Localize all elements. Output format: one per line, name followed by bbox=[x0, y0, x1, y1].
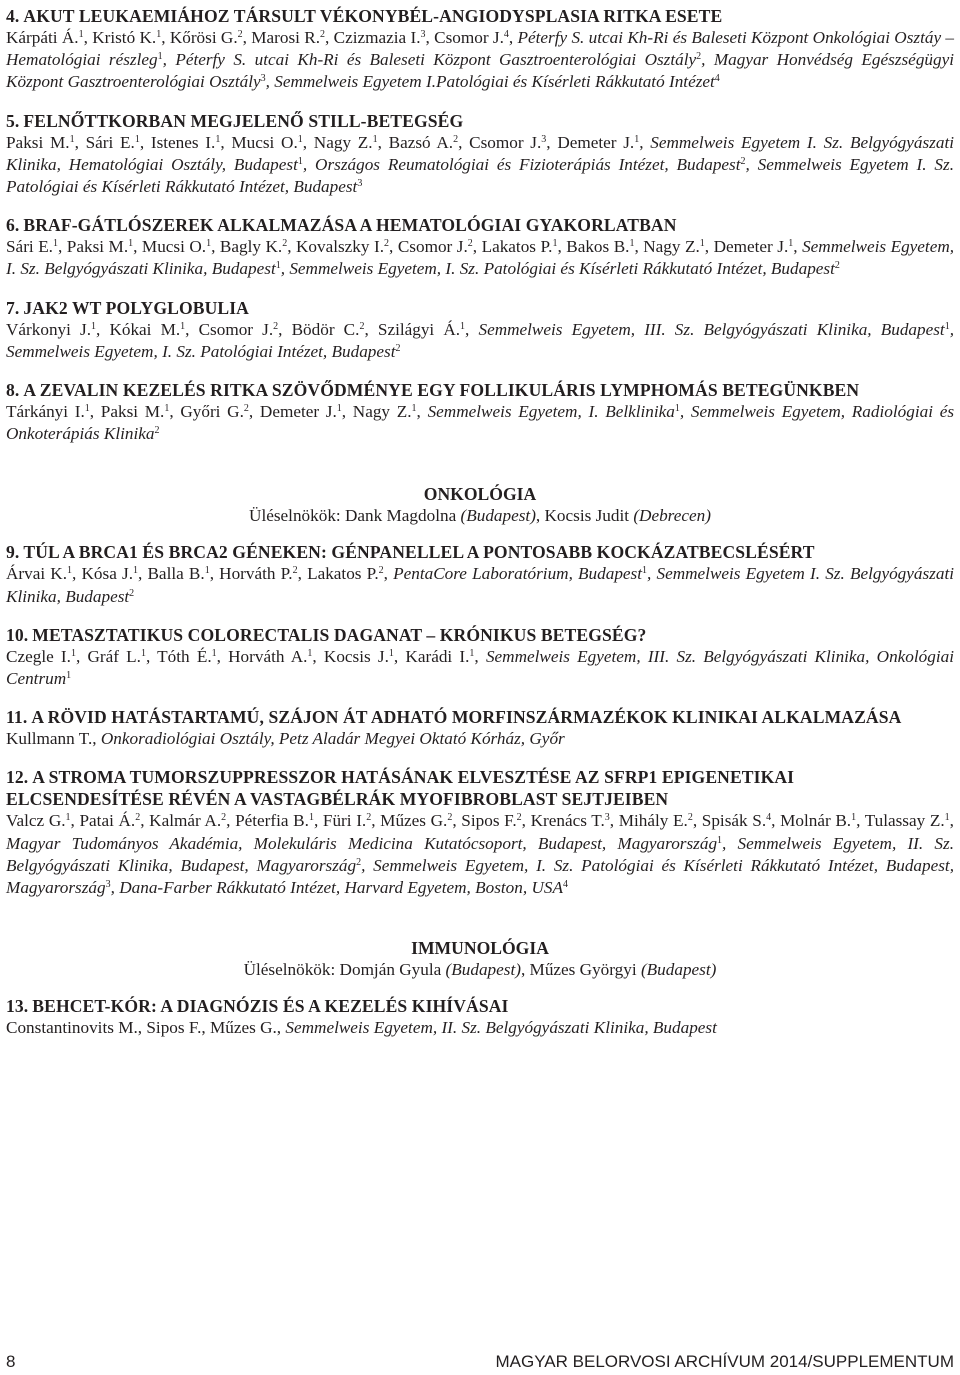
affiliation-text: , Semmelweis Egyetem I.Patológiai és Kísérleti Rákkutató Intézet bbox=[265, 72, 715, 92]
author-text: , Kristó K. bbox=[83, 28, 157, 47]
affiliation-marker: 1 bbox=[944, 812, 950, 824]
affiliation-marker: 1 bbox=[629, 238, 635, 250]
abstract-title-text: METASZTATIKUS COLORECTALIS DAGANAT – KRÓNIKUS BETEGSÉG? bbox=[32, 624, 647, 645]
author-text: , bbox=[508, 28, 518, 47]
affiliation-marker: 3 bbox=[260, 73, 266, 85]
abstract-item bbox=[6, 541, 954, 607]
abstract-title-text: A ZEVALIN KEZELÉS RITKA SZÖVŐDMÉNYE EGY FOLLIKULÁRIS LYMPHOMÁS BETEGÜNKBEN bbox=[23, 380, 860, 401]
affiliation-text: , Magyar Honvédség Egészségügyi Központ Gasztroenterológiai Osztály bbox=[6, 50, 954, 92]
abstract-title-text: BRAF-GÁTLÓSZEREK ALKALMAZÁSA A HEMATOLÓGIAI GYAKORLATBAN bbox=[23, 215, 677, 236]
affiliation-marker: 1 bbox=[297, 133, 303, 145]
author-text: Tárkányi I. bbox=[6, 402, 85, 422]
affiliation-marker: 1 bbox=[297, 155, 303, 167]
affiliation-text: Onkoradiológiai Osztály, Petz Aladár Megyei Oktató Kórház, Győr bbox=[100, 729, 565, 749]
affiliation-marker: 2 bbox=[834, 260, 840, 272]
chair-city: (Budapest) bbox=[640, 960, 717, 980]
author-text: , Demeter J. bbox=[704, 237, 789, 257]
author-text: , Horváth A. bbox=[216, 646, 308, 666]
abstract-title-text: JAK2 WT POLYGLOBULIA bbox=[23, 297, 249, 318]
affiliation-marker: 1 bbox=[552, 238, 558, 250]
abstract-authors bbox=[6, 810, 954, 899]
affiliation-marker: 2 bbox=[453, 133, 459, 145]
chair-city: (Budapest) bbox=[460, 506, 536, 526]
affiliation-marker: 1 bbox=[157, 51, 163, 63]
abstract-number: 10. bbox=[6, 624, 29, 645]
author-text: , Sipos F. bbox=[452, 811, 517, 831]
chair-name: , Kocsis Judit bbox=[535, 506, 634, 526]
affiliation-text: Semmelweis Egyetem, I. Belklinika bbox=[427, 402, 675, 422]
author-text: Kárpáti Á. bbox=[6, 28, 79, 47]
page-number: 8 bbox=[6, 1352, 16, 1371]
author-text: Paksi M. bbox=[6, 132, 70, 152]
affiliation-marker: 1 bbox=[788, 238, 794, 250]
affiliation-marker: 1 bbox=[215, 133, 221, 145]
author-text: , bbox=[383, 564, 394, 584]
section-header bbox=[6, 483, 954, 527]
author-text: Sári E. bbox=[6, 237, 53, 257]
affiliation-marker: 1 bbox=[275, 260, 281, 272]
affiliation-marker: 2 bbox=[366, 812, 372, 824]
abstract-title bbox=[6, 214, 954, 236]
abstract-title bbox=[6, 379, 954, 401]
author-text: Constantinovits M., Sipos F., Műzes G., bbox=[6, 1018, 286, 1038]
author-text: , Kalmár A. bbox=[140, 811, 222, 831]
affiliation-marker: 1 bbox=[717, 834, 723, 846]
section-header bbox=[6, 937, 954, 981]
affiliation-text: PentaCore Laboratórium, Budapest bbox=[393, 564, 643, 584]
abstract-title bbox=[6, 706, 954, 728]
affiliation-marker: 1 bbox=[66, 670, 72, 682]
abstract-authors bbox=[6, 236, 954, 280]
affiliation-text: Péterfy S. utcai Kh-Ri és Baleseti Központ Onkológiai Osztáy – Hematológiai részleg bbox=[6, 28, 955, 70]
author-text: , Bagly K. bbox=[211, 237, 283, 257]
affiliation-marker: 1 bbox=[944, 320, 950, 332]
affiliation-marker: 1 bbox=[52, 238, 58, 250]
affiliation-marker: 1 bbox=[70, 647, 76, 659]
author-text: , Istenes I. bbox=[139, 132, 216, 152]
author-text: , Csomor J. bbox=[389, 237, 468, 257]
abstract-title-text: TÚL A BRCA1 ÉS BRCA2 GÉNEKEN: GÉNPANELLEL A PONTOSABB KOCKÁZATBECSLÉSÉRT bbox=[23, 542, 815, 563]
affiliation-marker: 2 bbox=[154, 425, 160, 437]
affiliation-marker: 2 bbox=[696, 51, 702, 63]
affiliation-marker: 2 bbox=[221, 812, 227, 824]
affiliation-marker: 1 bbox=[336, 403, 342, 415]
affiliation-text: Semmelweis Egyetem, I. Sz. Belgyógyászati Klinika, Budapest bbox=[6, 237, 955, 279]
abstract-number: 8. bbox=[6, 380, 20, 401]
abstract-authors bbox=[6, 1017, 954, 1039]
author-text: Árvai K. bbox=[6, 564, 68, 584]
abstract-authors bbox=[6, 319, 954, 363]
affiliation-marker: 2 bbox=[687, 812, 693, 824]
affiliation-marker: 1 bbox=[411, 403, 417, 415]
author-text: , bbox=[949, 811, 954, 831]
affiliation-text: , Semmelweis Egyetem, I. Sz. Patológiai és Kísérleti Rákkutató Intézet, Budapest bbox=[280, 259, 835, 279]
author-text: , Szilágyi Á. bbox=[364, 319, 461, 339]
affiliation-marker: 1 bbox=[674, 403, 680, 415]
author-text: , Győri G. bbox=[169, 402, 244, 422]
affiliation-text: , Semmelweis Egyetem I. Sz. Patológiai és Kísérleti Rákkutató Intézet, Budapest bbox=[6, 154, 954, 197]
abstract-title bbox=[6, 110, 954, 132]
author-text: , Krenács T. bbox=[521, 811, 605, 831]
author-text: , Lakatos P. bbox=[297, 564, 379, 584]
affiliation-marker: 1 bbox=[460, 320, 466, 332]
affiliation-marker: 1 bbox=[133, 565, 138, 577]
affiliation-marker: 2 bbox=[273, 320, 279, 332]
affiliation-marker: 3 bbox=[541, 133, 547, 145]
affiliation-text: , Péterfy S. utcai Kh-Ri és Baleseti Központ Gasztroenterológiai Osztály bbox=[162, 50, 697, 70]
journal-title: MAGYAR BELORVOSI ARCHÍVUM 2014/SUPPLEMENTUM bbox=[495, 1352, 954, 1371]
affiliation-marker: 1 bbox=[69, 133, 75, 145]
abstract-authors bbox=[6, 728, 954, 750]
affiliation-text: Semmelweis Egyetem, III. Sz. Belgyógyászati Klinika, Budapest bbox=[478, 319, 945, 339]
chair-name: Üléselnökök: Dank Magdolna bbox=[249, 506, 461, 526]
affiliation-text: Semmelweis Egyetem, II. Sz. Belgyógyászati Klinika, Budapest bbox=[285, 1018, 717, 1038]
abstract-item bbox=[6, 5, 954, 94]
section-title: IMMUNOLÓGIA bbox=[411, 938, 549, 959]
author-text: , Karádi I. bbox=[393, 646, 470, 666]
author-text: Várkonyi J. bbox=[6, 319, 92, 339]
affiliation-marker: 4 bbox=[714, 73, 720, 85]
author-text: , Mihály E. bbox=[609, 811, 688, 831]
abstract-page bbox=[6, 5, 954, 1055]
affiliation-marker: 1 bbox=[204, 565, 210, 577]
affiliation-marker: 1 bbox=[469, 647, 475, 659]
affiliation-text: , Semmelweis Egyetem, I. Sz. Patológiai Intézet, Budapest bbox=[6, 319, 954, 361]
affiliation-text: , Semmelweis Egyetem, I. Sz. Patológiai és Kísérleti Rákkutató Intézet, Budapest, Magyarország bbox=[6, 855, 954, 898]
affiliation-marker: 3 bbox=[604, 812, 610, 824]
affiliation-text: , Semmelweis Egyetem I. Sz. Belgyógyászati Klinika, Budapest bbox=[6, 564, 955, 606]
author-text: Valcz G. bbox=[6, 811, 66, 831]
affiliation-marker: 1 bbox=[140, 647, 146, 659]
affiliation-marker: 1 bbox=[372, 133, 378, 145]
abstract-number: 4. bbox=[6, 6, 20, 26]
author-text: , Marosi R. bbox=[242, 28, 321, 47]
affiliation-marker: 2 bbox=[467, 238, 473, 250]
abstract-number: 11. bbox=[6, 707, 28, 728]
section-chairs bbox=[6, 959, 954, 981]
affiliation-marker: 1 bbox=[128, 238, 134, 250]
affiliation-marker: 1 bbox=[78, 29, 84, 40]
author-text: , Kókai M. bbox=[96, 319, 181, 339]
author-text: , Horváth P. bbox=[209, 564, 293, 584]
author-text: , bbox=[639, 132, 651, 152]
abstract-title-text: A STROMA TUMORSZUPPRESSZOR HATÁSÁNAK ELVESZTÉSE AZ SFRP1 EPIGENETIKAI ELCSENDESÍTÉSE RÉVÉN A VASTAGBÉLRÁK MYOFIBROBLAST SEJTJEIBEN bbox=[6, 767, 795, 810]
affiliation-marker: 1 bbox=[307, 647, 313, 659]
chair-name: , Műzes Györgyi bbox=[520, 960, 641, 980]
abstract-authors bbox=[6, 27, 954, 94]
author-text: , Paksi M. bbox=[57, 237, 129, 257]
author-text: , Kósa J. bbox=[72, 564, 133, 584]
author-text: , Tulassay Z. bbox=[856, 811, 945, 831]
author-text: , Balla B. bbox=[138, 564, 205, 584]
affiliation-marker: 4 bbox=[766, 812, 772, 824]
abstract-item bbox=[6, 624, 954, 690]
author-text: , Mucsi O. bbox=[220, 132, 298, 152]
abstract-title bbox=[6, 766, 954, 810]
abstract-item bbox=[6, 297, 954, 363]
abstract-title bbox=[6, 5, 954, 27]
affiliation-marker: 3 bbox=[105, 879, 111, 891]
affiliation-text: Magyar Tudományos Akadémia, Molekuláris Medicina Kutatócsoport, Budapest, Magyarország bbox=[6, 833, 718, 853]
affiliation-marker: 3 bbox=[420, 29, 426, 40]
affiliation-marker: 4 bbox=[562, 879, 568, 891]
affiliation-text: , Semmelweis Egyetem, Radiológiai és Onkoterápiás Klinika bbox=[6, 402, 955, 444]
affiliation-marker: 1 bbox=[156, 29, 162, 40]
affiliation-marker: 2 bbox=[395, 342, 401, 354]
author-text: , Csomor J. bbox=[458, 132, 542, 152]
affiliation-marker: 2 bbox=[378, 565, 384, 577]
author-text: , Kovalszky I. bbox=[287, 237, 385, 257]
author-text: , bbox=[474, 646, 486, 666]
affiliation-marker: 2 bbox=[243, 403, 249, 415]
chair-city: (Debrecen) bbox=[633, 506, 711, 526]
author-text: Kullmann T., bbox=[6, 729, 101, 749]
affiliation-marker: 1 bbox=[134, 133, 140, 145]
abstract-title bbox=[6, 541, 954, 563]
affiliation-marker: 2 bbox=[359, 320, 365, 332]
author-text: , Molnár B. bbox=[771, 811, 852, 831]
author-text: , Nagy Z. bbox=[634, 237, 700, 257]
affiliation-marker: 1 bbox=[388, 647, 394, 659]
abstract-item bbox=[6, 995, 954, 1039]
abstract-title bbox=[6, 624, 954, 646]
abstract-item bbox=[6, 706, 954, 750]
abstract-number: 5. bbox=[6, 110, 20, 131]
abstract-authors bbox=[6, 132, 954, 199]
chair-city: (Budapest) bbox=[445, 960, 521, 980]
affiliation-marker: 1 bbox=[91, 320, 97, 332]
author-text: , Tóth É. bbox=[145, 646, 212, 666]
abstract-title-text: A RÖVID HATÁSTARTAMÚ, SZÁJON ÁT ADHATÓ MORFINSZÁRMAZÉKOK KLINIKAI ALKALMAZÁSA bbox=[31, 707, 902, 728]
author-text: , Mucsi O. bbox=[133, 237, 207, 257]
affiliation-marker: 1 bbox=[851, 812, 857, 824]
author-text: , Demeter J. bbox=[546, 132, 635, 152]
author-text: , Bakos B. bbox=[557, 237, 630, 257]
affiliation-marker: 1 bbox=[308, 812, 314, 824]
abstract-number: 9. bbox=[6, 542, 20, 563]
affiliation-marker: 1 bbox=[699, 238, 705, 250]
author-text: , Nagy Z. bbox=[302, 132, 373, 152]
affiliation-marker: 2 bbox=[740, 155, 746, 167]
author-text: , Kocsis J. bbox=[312, 646, 389, 666]
abstract-number: 13. bbox=[6, 996, 29, 1017]
abstract-authors bbox=[6, 401, 954, 445]
abstract-item bbox=[6, 214, 954, 280]
affiliation-text: , Dana-Farber Rákkutató Intézet, Harvard Egyetem, Boston, USA bbox=[110, 878, 563, 898]
chair-name: Üléselnökök: Domján Gyula bbox=[243, 960, 446, 980]
author-text: , Demeter J. bbox=[248, 402, 337, 422]
affiliation-marker: 2 bbox=[447, 812, 453, 824]
author-text: , Kőrösi G. bbox=[161, 28, 238, 47]
abstract-authors bbox=[6, 563, 954, 607]
abstract-authors bbox=[6, 646, 954, 690]
abstract-item bbox=[6, 379, 954, 445]
abstract-number: 6. bbox=[6, 215, 20, 236]
affiliation-text: , Semmelweis Egyetem, II. Sz. Belgyógyászati Klinika, Budapest, Magyarország bbox=[6, 833, 954, 875]
author-text: , bbox=[793, 237, 803, 257]
author-text: Czegle I. bbox=[6, 646, 71, 666]
author-text: , Sári E. bbox=[74, 132, 135, 152]
abstract-title-text: FELNŐTTKORBAN MEGJELENŐ STILL-BETEGSÉG bbox=[23, 110, 464, 131]
author-text: , Péterfia B. bbox=[226, 811, 309, 831]
affiliation-marker: 1 bbox=[634, 133, 640, 145]
affiliation-marker: 2 bbox=[129, 587, 135, 599]
abstract-title-text: AKUT LEUKAEMIÁHOZ TÁRSULT VÉKONYBÉL-ANGIODYSPLASIA RITKA ESETE bbox=[23, 6, 723, 26]
author-text: , Bazsó A. bbox=[377, 132, 454, 152]
affiliation-marker: 1 bbox=[84, 403, 90, 415]
author-text: , Füri I. bbox=[313, 811, 367, 831]
affiliation-marker: 4 bbox=[503, 29, 509, 40]
affiliation-marker: 1 bbox=[164, 403, 170, 415]
affiliation-text: Semmelweis Egyetem I. Sz. Belgyógyászati Klinika, Hematológiai Osztály, Budapest bbox=[6, 132, 955, 174]
author-text: , Paksi M. bbox=[89, 402, 165, 422]
abstract-title-text: BEHCET-KÓR: A DIAGNÓZIS ÉS A KEZELÉS KIHÍVÁSAI bbox=[32, 996, 509, 1017]
author-text: , Lakatos P. bbox=[472, 237, 553, 257]
abstract-title bbox=[6, 995, 954, 1017]
affiliation-text: , Országos Reumatológiai és Fizioterápiás Intézet, Budapest bbox=[302, 154, 741, 174]
affiliation-marker: 1 bbox=[206, 238, 212, 250]
abstract-number: 7. bbox=[6, 297, 20, 318]
author-text: , Patai Á. bbox=[70, 811, 136, 831]
author-text: , Csomor J. bbox=[425, 28, 504, 47]
affiliation-marker: 2 bbox=[516, 812, 522, 824]
author-text: , Bödör C. bbox=[278, 319, 360, 339]
affiliation-marker: 2 bbox=[320, 29, 326, 40]
abstract-number: 12. bbox=[6, 767, 29, 788]
author-text: , Czizmazia I. bbox=[325, 28, 421, 47]
affiliation-marker: 2 bbox=[237, 29, 243, 40]
affiliation-marker: 2 bbox=[384, 238, 390, 250]
section-chairs bbox=[6, 505, 954, 527]
abstract-title bbox=[6, 297, 954, 319]
author-text: , bbox=[465, 319, 479, 339]
affiliation-marker: 2 bbox=[282, 238, 288, 250]
author-text: , Nagy Z. bbox=[341, 402, 412, 422]
affiliation-marker: 3 bbox=[357, 178, 363, 190]
affiliation-marker: 2 bbox=[356, 856, 362, 868]
author-text: , Gráf L. bbox=[75, 646, 141, 666]
affiliation-text: Semmelweis Egyetem, III. Sz. Belgyógyászati Klinika, Onkológiai Centrum bbox=[6, 646, 954, 689]
affiliation-marker: 1 bbox=[180, 320, 186, 332]
author-text: , Csomor J. bbox=[185, 319, 274, 339]
affiliation-marker: 2 bbox=[292, 565, 298, 577]
abstract-item bbox=[6, 766, 954, 899]
author-text: , Spisák S. bbox=[692, 811, 767, 831]
affiliation-marker: 1 bbox=[67, 565, 73, 577]
author-text: , bbox=[416, 402, 428, 422]
section-title: ONKOLÓGIA bbox=[423, 484, 537, 505]
author-text: , Műzes G. bbox=[371, 811, 448, 831]
affiliation-marker: 1 bbox=[65, 812, 71, 824]
abstract-item bbox=[6, 110, 954, 199]
affiliation-marker: 1 bbox=[211, 647, 217, 659]
affiliation-marker: 1 bbox=[642, 565, 648, 577]
affiliation-marker: 2 bbox=[135, 812, 141, 824]
